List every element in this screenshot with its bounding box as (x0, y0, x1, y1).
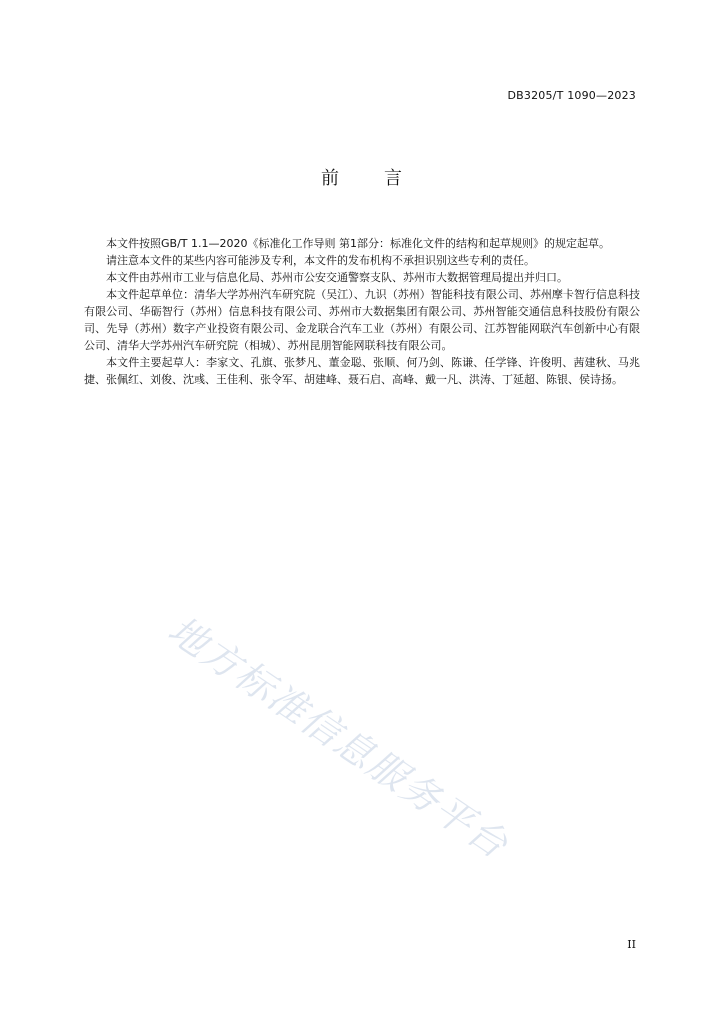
foreword-body (84, 235, 640, 388)
paragraph-drafting-units: 本文件起草单位：清华大学苏州汽车研究院（吴江）、九识（苏州）智能科技有限公司、苏州摩卡智行信息科技有限公司、华砺智行（苏州）信息科技有限公司、苏州市大数据集团有限公司、苏州智能交通信息科技股份有限公司、先导（苏州）数字产业投资有限公司、金龙联合汽车工业（苏州）有限公司、江苏智能网联汽车创新中心有限公司、清华大学苏州汽车研究院（相城）、苏州昆朋智能网联科技有限公司。 (84, 288, 640, 352)
paragraph-drafters: 本文件主要起草人：李家文、孔旗、张梦凡、董金聪、张顺、何乃剑、陈谦、任学锋、许俊明、茜建秋、马兆捷、张佩红、刘俊、沈彧、王佳利、张令军、胡建峰、聂石启、高峰、戴一凡、洪涛、丁延超、陈银、侯诗扬。 (84, 356, 640, 386)
paragraph-proposing-authority: 本文件由苏州市工业与信息化局、苏州市公安交通警察支队、苏州市大数据管理局提出并归口。 (106, 271, 568, 284)
title-char-2: 言 (384, 168, 403, 189)
title-char-1: 前 (321, 168, 340, 189)
section-title (0, 164, 724, 190)
paragraph-drafting-rules: 本文件按照GB/T 1.1—2020《标准化工作导则 第1部分：标准化文件的结构和起草规则》的规定起草。 (106, 237, 610, 250)
watermark: 地方标准信息服务平台 (160, 607, 517, 868)
paragraph-patent-notice: 请注意本文件的某些内容可能涉及专利，本文件的发布机构不承担识别这些专利的责任。 (106, 254, 535, 267)
page-number: II (627, 938, 636, 951)
document-code: DB3205/T 1090—2023 (507, 89, 636, 102)
